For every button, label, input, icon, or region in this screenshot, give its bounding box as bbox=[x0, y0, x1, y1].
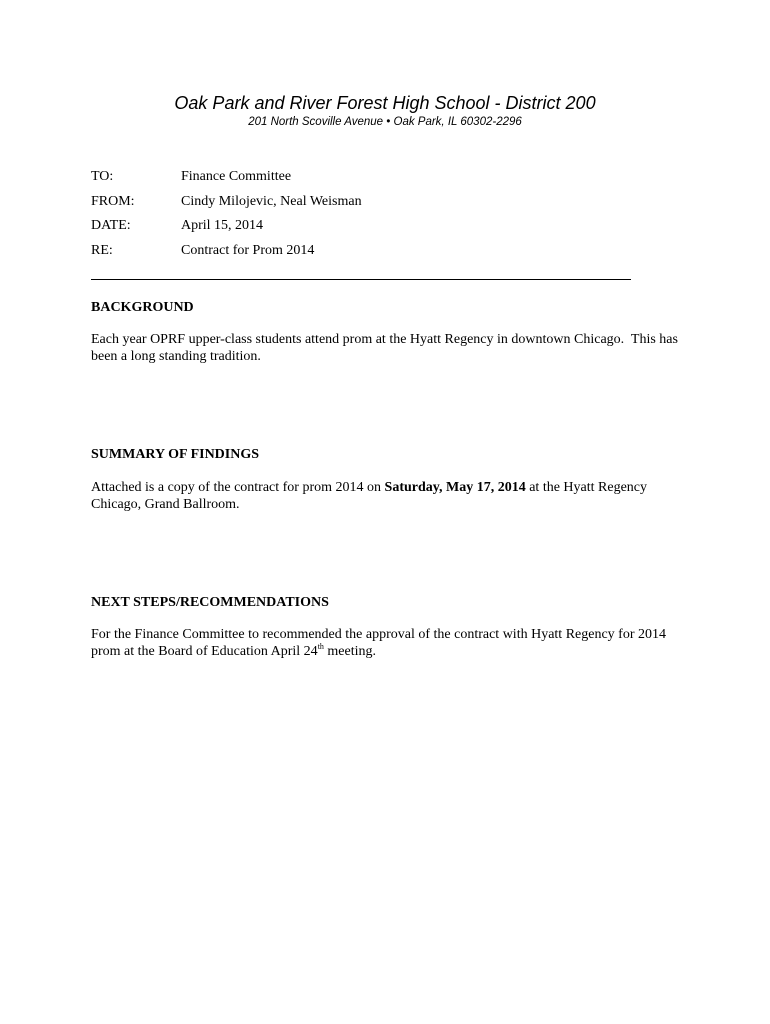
memo-header bbox=[91, 167, 362, 265]
from-value: Cindy Milojevic, Neal Weisman bbox=[181, 193, 362, 209]
findings-line-1 bbox=[91, 479, 691, 496]
date-value: April 15, 2014 bbox=[181, 218, 264, 233]
school-address: 201 North Scoville Avenue • Oak Park, IL 60302-2296 bbox=[248, 116, 522, 128]
next-steps-line-2 bbox=[91, 643, 691, 660]
next-steps-body bbox=[91, 626, 691, 660]
from-label: FROM: bbox=[91, 193, 135, 209]
next-steps-text-after: meeting. bbox=[323, 644, 377, 659]
background-line-2: been a long standing tradition. bbox=[91, 349, 261, 364]
ordinal-suffix: th bbox=[317, 642, 324, 651]
header-divider bbox=[91, 279, 631, 280]
memo-from-row bbox=[91, 192, 362, 217]
memo-date-row bbox=[91, 216, 362, 241]
findings-text-before: Attached is a copy of the contract for prom 2014 on bbox=[91, 480, 385, 495]
memo-to-row bbox=[91, 167, 362, 192]
findings-text-after: at the Hyatt Regency bbox=[525, 480, 648, 495]
findings-line-2: Chicago, Grand Ballroom. bbox=[91, 497, 240, 512]
to-value: Finance Committee bbox=[181, 169, 292, 184]
date-label: DATE: bbox=[91, 218, 131, 233]
background-body bbox=[91, 331, 691, 365]
next-steps-line-1: For the Finance Committee to recommended the approval of the contract with Hyatt Regency for 2014 bbox=[91, 627, 666, 642]
next-steps-heading: NEXT STEPS/RECOMMENDATIONS bbox=[91, 595, 329, 610]
memo-re-row bbox=[91, 241, 362, 266]
background-heading: BACKGROUND bbox=[91, 300, 194, 315]
re-label: RE: bbox=[91, 242, 113, 258]
prom-date-highlight: Saturday, May 17, 2014 bbox=[384, 480, 526, 495]
findings-body bbox=[91, 479, 691, 513]
findings-heading: SUMMARY OF FINDINGS bbox=[91, 447, 260, 462]
background-line-1: Each year OPRF upper-class students attend prom at the Hyatt Regency in downtown Chicago. This has bbox=[91, 332, 678, 347]
next-steps-text-before: prom at the Board of Education April 24 bbox=[91, 644, 318, 659]
school-name-heading: Oak Park and River Forest High School - District 200 bbox=[174, 93, 596, 113]
re-value: Contract for Prom 2014 bbox=[181, 242, 315, 258]
to-label: TO: bbox=[91, 169, 114, 184]
